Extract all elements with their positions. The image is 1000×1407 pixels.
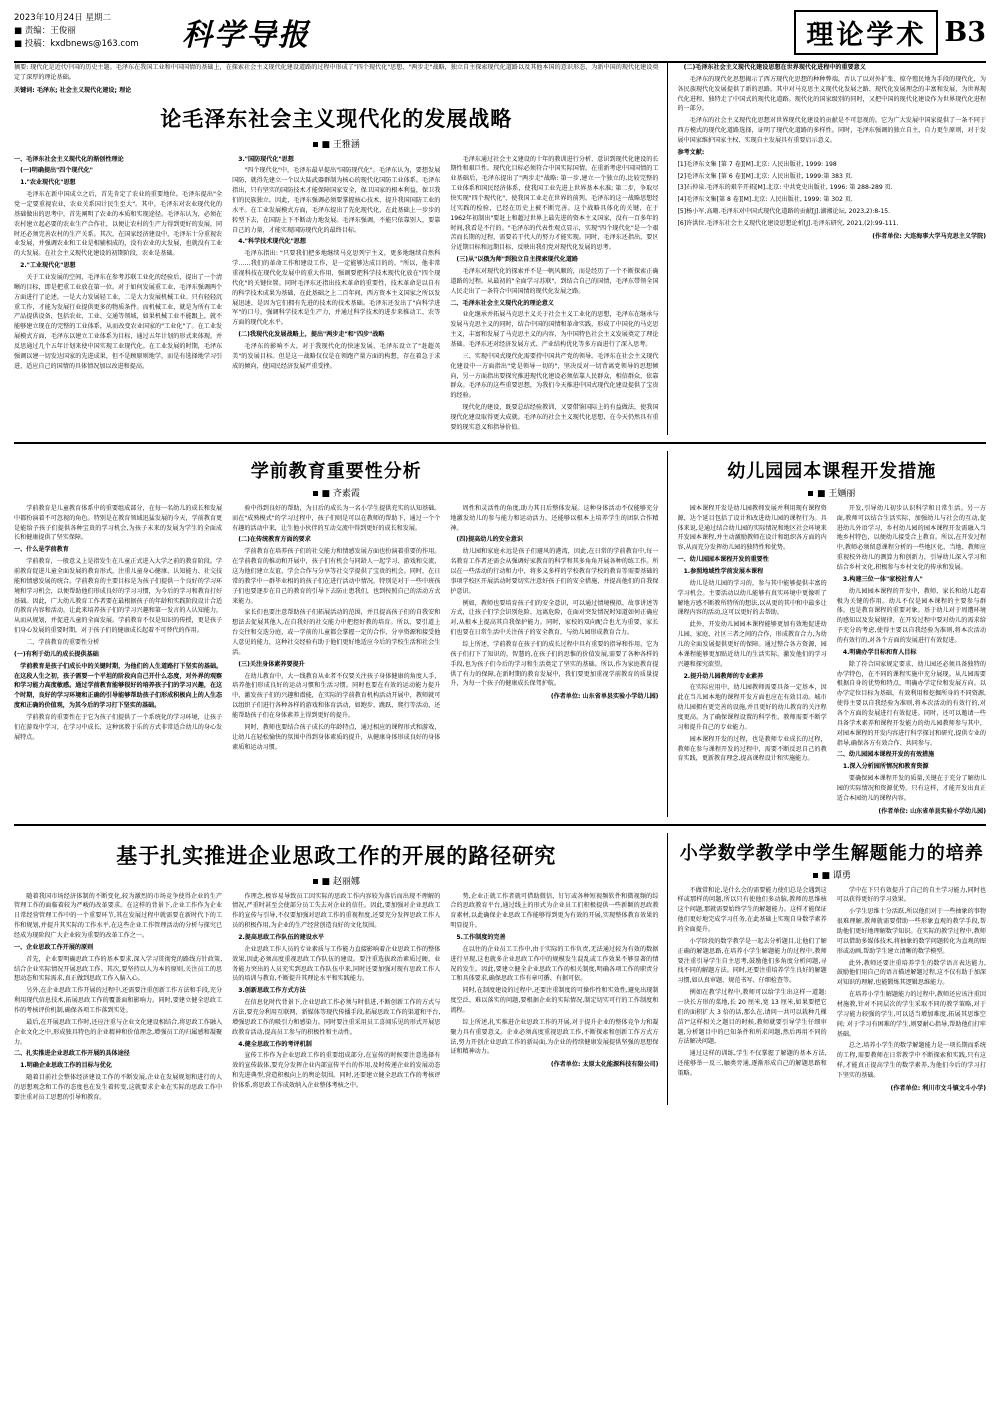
paragraph: (二)在传统教育方面的要求 (238, 536, 311, 544)
reference-item: [2]毛泽东文集 [第 6 卷][M].北京: 人民出版社, 1999:第 383 页. (677, 172, 853, 180)
article-2-col-3 (450, 504, 658, 755)
editor-line: ■ 责编：王俊丽 (14, 26, 76, 37)
byline-marker-icon (313, 491, 318, 496)
paragraph: 同时，教师也要结合孩子成长的年龄特点，通过相应的课程形式和游戏，让幼儿在轻松愉快的氛围中得到身体素质的提升，从健康身体形成良好的身体素质和运动习惯。 (232, 723, 441, 751)
paragraph: 毛泽东的社会主义现代化思想对世界现代化建设的贡献是不可忽视的。它为广大发展中国家提供了一条不同于西方模式的现代化道路选择，证明了现代化道路的多样性。同时，毛泽东强调的独立自主、自力更生原则，对于发展中国家维护国家主权、实现自主发展具有重要启示意义。 (677, 117, 986, 145)
article-1-col-3 (450, 155, 658, 435)
paragraph: 一、毛泽东社会主义现代化的渐创性理论 (14, 155, 124, 163)
paragraph: 小学阶段的数学教学是一起去分析题目,让他们了解正确的解题思路,在培养小学生解题能力的过程中,教师要注重引导学生自主思考,鼓励他们多角度分析问题,寻找不同的解题方法。同时,还要注重培养学生良好的解题习惯,如认真审题、规范书写、仔细检查等。 (677, 937, 827, 985)
paragraph: 一、幼儿园园本课程开发的重要性 (677, 556, 769, 564)
paragraph: 学前教育是儿童教育体系中的重要组成部分，在每一名幼儿的成长和发展中都扮演着不可忽视的角色。特别是在教育领域迅猛发展的今天，学前教育更是能给予孩子们提供各种宝贵的学习机会,为孩子未来的发展为学生的全面成长和健康提供了坚实保障。 (14, 504, 223, 542)
reference-item: [6]许洪位.毛泽东社会主义现代化建设思想论析[J].毛泽东研究, 2021,(2):99-111. (677, 220, 899, 228)
article-1-author: ■ 王雅涵 (321, 139, 360, 150)
paragraph: 二、学前教育的重要性分析 (26, 638, 100, 646)
article-3-col-1 (677, 504, 826, 817)
article-3-byline (677, 486, 986, 499)
article-2-col-2 (232, 504, 440, 755)
paragraph: (二)我现代化发展战略上，提出"两步走"和"四步"战略 (238, 331, 385, 339)
paragraph: 毛泽东指出: "只要我们把多地继续马克思列宁主义，更多地继续自然科学……我们的革命工作和建设工作，是一定能够达成目的的。"所以，他非常重视科技在现代化发展中的重大作用，强调要把科学技术现代化放在"四个现代化"的关键位置。同时毛泽东还指出技术革命的重要性，技术革命是以自有的科学技术成果为基础，在此基础之上二百年间，西方资本主义国家之所以发展迅速，是因为它们拥有先进的技术的技术基础。毛泽东还发出了"向科学进军"的口号，强调科学技术是生产力，并通过科学技术的进步来推动工、农等方面的现代化水平。 (232, 250, 441, 327)
paragraph: 此外，开发幼儿园园本课程能够更加有效地促进幼儿园、家庭、社区三者之间的合作，形成教育合力,为幼儿的全面发展提供更好的保障。通过整合各方资源，园本课程能够更加贴近幼儿的生活实际，激发他们的学习兴趣和探究欲望。 (677, 621, 827, 668)
paragraph: 一、企业思政工作开展的原则 (14, 943, 94, 951)
article-3-col-2 (837, 504, 986, 817)
paragraph: 1."农业现代化"思想 (20, 179, 76, 187)
article-4-title: 基于扎实推进企业思政工作的开展的路径研究 (116, 842, 557, 868)
paragraph: 随着目前社会整体经济建设工作的不断发展,企业在发展规划和进行的人的思想观念和工作的态度也在发生着转变,这就要求企业在实际的思政工作中要注重对员工思想的引导和教育。 (14, 1074, 223, 1101)
article-3-author: ■ 王婳丽 (817, 488, 856, 499)
paragraph: 一、什么是学前教育 (14, 546, 69, 554)
reference-item: [3]石仲泉.毛泽东的艰辛开拓[M].北京: 中共党史出版社, 1996: 第 288-289 页. (677, 184, 893, 192)
paragraph: 除了符合国家规定要求，幼儿园还必须具备独特的办学特色，在不同的课程实施中充分展现。从儿园需要根据自身的优势和特点，明确办学定位和发展方向。以办学定位目标为基础，有效利用和挖掘所身的不同资源,使得主要以自我经验为准则,将本次活动的有效行的,对各个方面的发展进行有效促进。同时，还可以邀请一些具备学术素养和课程开发能力的幼儿园教师参与其中，对园本课程的开发内容进行科学探讨和研究,提供专业的指导,确保各方有效合作、共同参与。 (836, 660, 986, 747)
paragraph: 2."工业现代化"思想 (20, 262, 76, 270)
article-4-col-1 (14, 892, 222, 1105)
article-5-col-1 (677, 886, 826, 1094)
paragraph: 3.创新思政工作方式方法 (238, 987, 306, 995)
paragraph: 此外,教师还要注重培养学生的数学语言表达能力,鼓励他们用自己的语言描述解题过程,这不仅有助于加深对知识的理解,也能锻炼其逻辑思维能力。 (836, 959, 986, 987)
paragraph: (一)有利于幼儿的成长提供基础 (14, 650, 99, 658)
article-3-affiliation: (作者单位: 山东省单县实验小学幼儿园) (878, 807, 986, 815)
article-1-columns (14, 155, 658, 435)
masthead-meta (14, 10, 164, 52)
paragraph: 4."科学技术现代化"思想 (238, 238, 306, 246)
paragraph: 4.明确办学目标和育人目标 (842, 648, 917, 656)
paragraph: 幼儿园和家庭永远是孩子们避风的港湾，因此,在日常的学前教育中,每一名教育工作者还需会从强调好家教育的科学和其多角角开展各种的练工作。所以在一些活动的行动和力中，将多义多样的学校教育学校的教育等需要基础的事项学校区开展活动时要切实注意好孩子们的安全措施，并提高他们的自我保护意识。 (450, 548, 659, 595)
paragraph: 5.工作制度的完善 (456, 934, 506, 941)
paragraph: 企业思政工作人员的专业素质与工作能力直接影响着企业思政工作的整体效果,因此必须高度重视思政工作队伍的建设。要注重选拔政治素质过硬、业务能力突出的人员充实到思政工作队伍中来,同时还要加强对现有思政工作人员的培训与教育,不断提升其理论水平和实践能力。 (232, 945, 441, 983)
paragraph: 毛泽东在新中国成立之后，首先肯定了农业的重要地位。毛泽东提出"全党一定要重视农业，农业关系国计民生至大"。其中，毛泽东对农业现代化的基础做出的思考中，首先阐明了农业的本质和实现途径。毛泽东认为，必须在农村建立起必要的农业生产合作社，以便让农村的生产力得到更好的发展，同时还必须完善农村的生产关系。其次，在国家经济建设中，毛泽东十分重视农业发展，并强调农业和工业是相辅相成的，没有农业的大发展，也就没有工业的大发展。在社会主义现代化建设的初期阶段，农业是基础。 (14, 191, 223, 258)
paragraph: 在实际应用中，幼儿园教师需要具备一定基本，因此在当儿园本地的课程开发方面也应在有效目动。城市幼儿园拥有更完善的设施,并且更好的幼儿教育的关注程度更高。为了确保课程设置的科学性，教师需要不断学习和提升自己的专业能力。 (677, 684, 827, 731)
paragraph: 例如在教学过程中,教师可以给学生出这样一道题: 一块长方形的菜地,长 20 厘米,宽 13 厘米,如果要把它们的面积扩大 3 倍的话,那么在,请问一共可以栽种几棵苗?"这样相关之题目的时候,教师就要引导学生仔细审题,分析题目中的已知条件和所求问题,然后再用不同的方法解决问题。 (677, 989, 827, 1046)
article-4-col-3 (450, 892, 658, 1105)
paragraph: (一)明确提出"四个现代化" (20, 167, 93, 175)
paragraph: 毛泽东通过社会主义建设的十年的教训进行分析，意识到现代化建设的长期性和艰巨性。现代化目标必须符合中国实际国情。在重新考虑中国国情的工业基础后，毛泽东提出了"两步走"战略: 第一步,建立一个独立的,比较完整的工业体系和国民经济体系，使我国工业先进上世界基本水准; 第二步，争取尽快实现"四个现代化"，使我国工业走在世界的前列。毛泽东的这一战略思想经过实践的检验，已经在历史上被不断完善。这个战略具体化的关键，在于1962年初制出"要赶上和超过世界上最先进的资本主义国家，没有一百多年的时间,我看是不行的。"毛泽东的代表性观点显示，实现"四个现代化"是一个艰苦而长期的过程，需要若干代人的努力才能实现。同时，毛泽东还指出，要区分近期目标和远期目标，反映出我们党对现代化发展的思考。 (450, 155, 659, 252)
paragraph: 学前教育，一般意义上是指发生在儿童正式进入大学之前的教育阶段。学前教育促进儿童全面发展的教育形式，注重儿童身心健康、认知能力、社交技能和情感发展的统合。学前教育的主要目标是为孩子们提供一个良好的学习环境和学习机会，以便帮助他们形成良好的学习习惯，为今后的学习和教育打好基础。因此，广大幼儿教育工作者要在最根据孩子的年龄和实践阶段设计合适的教育内容和活动，让此来培养孩子们的学习兴趣和第一发言的人认知能力，从而从规划，并促进儿童的全面发展。学前教育不仅是知识的传授，更是孩子们身心发展的重要时期，对于孩子们的健康成长起着不可替代的作用。 (14, 558, 223, 635)
article-5-byline (677, 868, 986, 881)
article-2-byline (14, 486, 658, 499)
article-4-wrap (14, 833, 667, 1105)
paragraph: 宣传工作作为企业思政工作的重要组成部分,在宣传的时候要注意选择有效的宣传载体,要充分发挥企业内部宣传平台的作用,及时传递企业的发展动态和先进典型,营造积极向上的舆论氛围。同时,还要建立健全思政工作的考核评价体系,将思政工作成效纳入企业整体考核之中。 (232, 1052, 441, 1090)
middle-area (14, 451, 986, 817)
section-title: 理论学术 (794, 10, 938, 55)
article-4-columns (14, 892, 658, 1105)
paragraph: 毛泽东对现代化的探索并不是一帆风顺的，而是经历了一个不断探索正确道路的过程。从最初的"全面学习苏联"，到结合自己的国情，毛泽东带领全国人民走出了一条符合中国国情的现代化发展之路。 (450, 268, 659, 295)
paragraph: 验中得到良好的帮助，为日后的成长为一名小学生提供充实的认知基础。而在"成熟模式"的学习过程中，孩子们则是可以在教师的帮助下，通过一个个有趣的活动中来，让生他小伙伴的互动交流中得到更好的成长和发展。 (232, 504, 441, 532)
paragraph: 要确保园本课程开发的质量,关键在于充分了解幼儿园的实际情况和资源优势。只有这样，才能开发出真正适合本园幼儿的课程内容。 (836, 775, 986, 802)
paragraph: 学前教育在培养孩子们的社交能力和情感发展方面也扮演着重要的作用。在学前教育的推动和开展中，孩子们有机会与同龄人一起学习、游戏和交流，这为他们建立友谊、学会合作与分享等社交学提供了宝贵的机会。同时，在日常的教学中一群毕业相的的孩子们在进行活动中情况，特别是对于一些中班孩子们也要逐步在自己的教育的引导下去防止患我们，也到按照自己的活动方式来能力。 (232, 548, 441, 605)
paragraph: (四)提高幼儿的安全意识 (456, 536, 523, 544)
paragraph: 幼儿园园本课程的开发中，教师、家长和幼儿起着极为关键的作用。幼儿不仅是园本课程的主要参与群体，也是教育课程的重要对象。基于幼儿对于周遭环境的感知以及发展规律，在开发过程中要对幼儿的需求给予充分的考虑,使得主要以自我经验为准则,将本次活动的有效行的,对各个方面的发展进行有效促进。 (836, 587, 986, 644)
paragraph: 在培养小学生解题能力的过程中,教师还应该注重因材施教,针对不同层次的学生采取不同的教学策略,对于学习能力较强的学生,可以适当增加难度,拓展其思维空间; 对于学习有困难的学生,则要耐心指导,帮助他们打牢基础。 (836, 991, 986, 1038)
publication-logo: 科学导报 (182, 18, 310, 53)
article-1-title: 论毛泽东社会主义现代化的发展战略 (160, 105, 513, 131)
article-4-author: ■ 赵丽娜 (321, 876, 360, 887)
paragraph: 综上所述，学前教育在孩子们的成长过程中具有重要的指导和作用，它为孩子们打下了知识的，智慧的,在孩子们的思惟的价值发展,需要了各种各样的手段,也为孩子们今后的学习和生活奠定了坚实的基础。所以,作为家庭教育提供了有力的保障,在新时期的教育发展中，我们要更加重视学前教育的质量提升，为每一个孩子的健康成长保驾护航。 (450, 640, 659, 688)
paragraph: 业化继承并拓展马克思主义关于社会主义工业化的思想，毛泽东在继承与发展马克思主义的同时，结合中国的国情和革命实践，形成了中国化的马克思主义，丰富和发展了马克思主义的内容，为中国特色社会主义发展奠定了理论基础。毛泽东还对经济发展方式、产业结构优化等多方面进行了深入思考。 (450, 311, 659, 349)
paragraph: (三)关注身体素养要提升 (238, 660, 305, 668)
paragraph: 不做常和论,是什么会的需要能力使们总是会遇到这样或那样的问题,所以只有使他们多动脑,教师的思维核这个问题,那就需要始终学生的解题能力。这样才能保证他们更好地完成学习任务,在此基础上实现自身数学素养的全面提升。 (677, 886, 827, 933)
paragraph: 学前教育是孩子们成长中的关键时期，为他们的人生道路打下坚实的基础。在这段人生之初，孩子需要一个平坦的阶段向自己开什么态度，对外界的观察和学习能力高度敏感。通过学前教育能够很好的培养孩子们的学习兴趣，在这个时期，良好的学习环境和正确的引导能够帮助孩子们形成积极向上的人生态度和正确的价值观，为其今后的学习打下坚实的基础。 (14, 662, 223, 710)
paragraph: (二)毛泽东社会主义现代化建设思想在世界现代化进程中的重要意义 (683, 64, 866, 71)
paragraph: 首先，企业要明确思政工作的基本要求,深入学习贯彻党的路线方针政策,结合企业实际情况开展思政工作。其次,要坚持以人为本的原则,关注员工的思想动态和实际需求,真正做到思政工作入脑入心。 (14, 955, 223, 983)
article-1-right (667, 63, 986, 435)
reference-item: [4]毛泽东文集[第 8 卷][M].北京: 人民出版社, 1999: 第 302 页. (677, 196, 853, 204)
masthead-logo-wrap (164, 10, 794, 54)
paragraph: 关于工业发展的空间，毛泽东在参考苏联工业化的经验后，提出了一个清晰的目标，即是把重工业放在第一位。对于如何发展重工业，毛泽东强调两个方面进行了论述，一是大力发展轻工业，二是大力发展机械工业。只有轻轻沉重工作，才能为发展行业提供更多的物质条件。而机械工业，就是为所有工业产品提供设备，包括农业、工业、交通等领域，如果机械工业不能跟上，就不能够建立现在的完整的工业体系，从而改变农业国家的"工业化"了。在工业发展模式方面，毛泽东以建立工业体系为目标，通过五年计划的形式来体现。并反思通过几个五年计划来使中国实现工业现代化。在工业发展的时期，毛泽东强调以建一切发达国家的先进成果，但不是顾原则地学，而是有选择地学习引进，适应自己的国情的具体情况加以改进和提高。 (14, 274, 223, 370)
article-5-author: ■ 谭勇 (821, 870, 851, 881)
article-1-byline (14, 137, 658, 150)
submission-email: ■ 投稿：kxdbnews@163.com (14, 39, 139, 50)
paragraph: 学中在下只有效提升了自己的自主学习能力,同时也可以获得更好的学习效果。 (836, 886, 986, 904)
paragraph: 总之,培养小学生的数学解题能力是一项长期而系统的工程,需要教师在日常教学中不断探索和实践,只有这样,才能真正提高学生的数学素养,为他们今后的学习打下坚实的基础。 (836, 1042, 986, 1080)
article-1-keywords: 关键词: 毛泽东; 社会主义现代化建设; 理论 (14, 86, 132, 94)
article-3-wrap (667, 451, 986, 817)
article-5-affiliation: (作者单位: 利川市文斗镇文斗小学) (890, 1084, 986, 1092)
byline-marker-icon (808, 491, 813, 496)
article-2-title: 学前教育重要性分析 (250, 460, 422, 482)
paragraph: (三)从"以俄为师"到独立自主探索现代化道路 (456, 256, 579, 264)
article-5-columns (677, 886, 986, 1094)
paragraph: 家长们也要注意帮助孩子们拓展活动的范围，并且提高孩子们的自我安和想法去促展其他人,在自我好的社交能力中把控好教的培育。所以，要引道上台交往和交迭分庭，或一学前的儿童都会掌握一定的合作、分享资源和接受他人意见的能力，这种社交经验有助于他们更好地适应今后的学校生活和社会生活。 (232, 609, 441, 656)
paragraph: 学前教育的重要性在于它为孩子们提供了一个系统化的学习环境，让孩子们在游戏中学习，在学习中成长，这种寓教于乐的方式非常适合幼儿的身心发展特点。 (14, 713, 223, 741)
paragraph: 4.健全思政工作的考评机制 (238, 1040, 312, 1048)
byline-marker-icon (313, 879, 318, 884)
article-5-col-2 (837, 886, 986, 1094)
publication-date: 2023年10月24日 星期二 (14, 13, 111, 23)
paragraph: 三、实现中国式现代化需要持中国共产党的领导。毛泽东在社会主义现代化建设中一方面指出"党是领导一切的"，坚决反对一切背离党领导的思想倾向，另一方面指出要探究推进现代化建设必须依靠人民群众，相信群众，依靠群众。毛泽东的这些重要思想，为我们今天推进中国式现代化建设提供了宝贵的经验。 (450, 352, 659, 400)
article-2-wrap (14, 451, 667, 817)
paragraph: 势,企业正就工作者就可借助微信、钉钉或各种短视频软件和微视频的综合的思政教育平台,通过线上的形式为企业员工们积极提供一些新颖的思政教育素材,以此确保企业思政工作能够得到更为有效的开展,实现整体教育效果的明显提升。 (450, 892, 659, 930)
paragraph: 园本课程开发的过程，也是教师专业成长的过程，教师在参与课程开发的过程中，需要不断反思自己的教育实践，更新教育理念,提高课程设计和实施能力。 (677, 735, 827, 763)
article-1-col-4 (677, 63, 986, 242)
paragraph: 综上所述,扎实推进企业思政工作的开展,对于提升企业的整体竞争力和凝聚力具有重要意义。企业必须高度重视思政工作,不断探索和创新工作方式方法,努力开创企业思政工作的新局面,为企业的持续健康发展提供坚强的思想保证和精神动力。 (450, 1018, 659, 1056)
paragraph: 2.提升幼儿园教师的专业素养 (683, 672, 764, 680)
article-1-col-1 (14, 155, 222, 435)
article-1-abstract: 摘要: 现代化是近代中国的历史主题。毛泽东在我国工业和中国国情的基础上，在探索社会主义现代化建设道路的过程中形成了"四个现代化"思想、"两步走"战略，独立自主探索现代化道路以及其他本国的意识形态，为新中国的现代化建设奠定了深厚的理论基础。 (14, 64, 659, 81)
section-divider-2 (14, 824, 986, 826)
article-1-col-2 (232, 155, 440, 435)
paragraph: 二、幼儿园园本课程开发的有效措施 (836, 751, 935, 759)
paragraph: 3."国防现代化"思想 (238, 155, 294, 163)
article-4-col-2 (232, 892, 440, 1105)
paragraph: 开发,引导幼儿初步认识科学和日常生活。另一方面,教师可以结合生活实际，加强幼儿与社会的互动,促进幼儿外语学习，乡村幼儿园的园本课程开发需融入当地乡村特色，以便幼儿接受合上教育。所以,在开发过程中,教师必须留意课程分析的一些地区化、当地、教师应重视校外幼儿的测算力和创新力，引导幼儿深入学习和结合乡村文化,积极参与乡村文化的传承和发展。 (836, 504, 986, 571)
masthead (14, 10, 986, 63)
paragraph: 同时,在制度建设的过程中,还要注重制度的可操作性和实效性,避免出现制度空泛、难以落实的问题,要根据企业的实际情况,制定切实可行的工作制度和流程。 (450, 987, 659, 1015)
page-number: B3 (944, 17, 986, 48)
article-3-columns (677, 504, 986, 817)
paragraph: 毛泽东的现代化思想揭示了西方现代化思想的种种弊端，否认了以对外扩张、掠夺殖民地为手段的现代化，为各民族现代化发展提供了新的思路。其中对马克思主义现代化发展之路、现代化发展理念的丰富和发展，为世界现代化进程，独特走了中国式的现代化道路。现代化的国家级别的同时，又把中国的现代化建设作为世界现代化进程的一部分。 (677, 75, 986, 113)
top-area (14, 63, 986, 435)
paragraph: 3.构建三位一体"家校社育人" (842, 575, 923, 583)
paragraph: 1.明确企业思政工作的目标与优化 (20, 1062, 112, 1070)
paragraph: 在幼儿教育中，大一线教育从业者不仅要关注孩子身体健康的角度人手，培养他们形成良好的运动习惯和生活习惯。同时也要在有效的运动能力提升中，激发孩子们的兴趣和潜能，在实际的学前教育机构活动开展中，教师就可以组织子们进行各种各样的游戏和体育活动，如跑步、跳跃、爬行等活动，还能帮助孩子们在身体素养上得到更好的提升。 (232, 672, 441, 719)
article-4-affiliation: (作者单位: 太原太化能源科技有限公司) (550, 1061, 659, 1069)
paragraph: 在以往的企业员工工作中,由于实际的工作负责,无法通过较为有效的数据进行呈现,这也就多企业思政工作中的规模发生混乱或工作效果不够显著的情况的发生。因此,要建立健全企业思政工作的相关制度,明确各项工作的职责分工和具体要求,确保思政工作有章可循、有据可依。 (450, 945, 659, 983)
article-2-col-1 (14, 504, 222, 755)
article-1-left (14, 63, 667, 435)
byline-marker-icon (313, 142, 318, 147)
article-5-wrap (667, 833, 986, 1105)
byline-marker-icon (813, 873, 818, 878)
paragraph: 园本课程开发是幼儿园教师发展并利用现有课程资源，达个延目包括了设计和改进幼儿园的课程行为。具体来说,是通过结合幼儿园的实际情况和地区社会环境来开发园本课程,并主动激励教师在设计和组织各方面的内容,从而充分发挥幼儿园的独特性和优势。 (677, 504, 827, 552)
bottom-area (14, 833, 986, 1105)
article-3-title: 幼儿园园本课程开发措施 (727, 460, 937, 482)
article-2-author: ■ 齐素霞 (321, 488, 360, 499)
references-heading: 参考文献: (677, 148, 705, 156)
paragraph: 另外,在企业思政工作开展的过程中,还需要注重创新工作方法和手段,充分利用现代信息技术,拓展思政工作的覆盖面和影响力。同时,要建立健全思政工作的考核评价机制,确保各项工作落到实处。 (14, 987, 223, 1015)
article-4-byline (14, 874, 658, 887)
article-2-columns (14, 504, 658, 755)
paragraph: 二、扎实推进企业思政工作开展的具体途径 (14, 1050, 130, 1058)
paragraph: 周性和灵活性的角度,助力其日后整体发展。这种身体活动不仅能够充分地激发幼儿的参与能力和运动活力，还能够以根本上培养学生的团队合作精神。 (450, 504, 659, 532)
paragraph: 作理念,极容易导致员工因实际的思政工作内容较为落后而出现不理解的情况,严重时甚至会使部分员工失去对企业的信任。因此,要加强对企业思政工作的宣传与引导,不仅要加强对思政工作的重视程度,还要充分发挥思政工作人员的积极作用,为企业的生产经营创造良好的文化氛围。 (232, 892, 441, 930)
paragraph: 例如，教师也要培育孩子们的安全意识，可以通过情境模拟、故事讲述等方式，让孩子们学会识别危险、远离危险，在面对突发情况时知道如何正确应对,从根本上提高其自我保护能力。同时，家校的双向配合也尤为重要，家长们也要在日常生活中关注孩子的安全教育，与幼儿园形成教育合力。 (450, 599, 659, 637)
paragraph: 通过这样的训练,学生不仅掌握了解题的基本方法,还能够举一反三,触类旁通,逐渐形成自己的解题思路和策略。 (677, 1050, 827, 1078)
paragraph: 2.提高思政工作队伍的建设水平 (238, 934, 325, 941)
paragraph: 随着我国市场经济体制的不断变化,较为激烈的市场竞争使得企业的生产管理工作的面临着较为严峻的改革要求。在这样的背景下,企业工作作为企业日常经营管理工作中的一个重要环节,其在发展过程中就需要在新时代下的工作和规划,并提升其实际的工作水平,在这些企业工作管理活动的分析与探究已经成为现阶段广大企业较为重要的改革工作之一。 (14, 892, 223, 939)
paragraph: 二、毛泽东社会主义现代化的理论意义 (450, 299, 554, 307)
paragraph: 1.参照地域性学前发展本课程 (683, 567, 764, 575)
paragraph: "四个现代化"中，毛泽东最早提出"国防现代化"。毛泽东认为，要想发展国防，就得先建立一个以大陆武器群制为核心的现代化国防工业体系。毛泽东指出，只有坚实的国防技术才能保障国家安全，保卫国家的根本利益，保卫我们的民族独立。因此，毛泽东强调必须要掌握核心技术，提升我国国防工业的水平。在工业发展模式方面，毛泽东提出了先化现代化，在此基础上一步步的转型下去，在国防上下不断动力地发展。毛泽东强调，不能只依靠别人，要靠自己的力量，才能实现国防现代化的最终目标。 (232, 167, 441, 234)
paragraph: 最后,在开展思政工作时,还应注重与企业文化建设相结合,将思政工作融入企业文化之中,形成独具特色的企业精神和价值理念,增强员工的归属感和凝聚力。 (14, 1018, 223, 1046)
paragraph: 小学生思维十分活跃,所以他们对于一些抽象的事物很难理解,教师就需要借助一些形象直观的教学手段,帮助他们更好地理解数学知识。在实际的教学过程中,教师可以借助多媒体技术,将抽象的数学问题转化为直观的图形或动画,帮助学生建立清晰的数学模型。 (836, 908, 986, 955)
paragraph: 1.深入分析园所情况和教育资源 (842, 763, 929, 771)
paragraph: 毛泽东的影响不大，对于我现代化的快速发展，毛泽东设立了"赶超英美"的发展目标。但是这一战略仅仅是在领跑产量方面的构想，存在着急于求成的倾向，使国民经济发展严重受挫。 (232, 343, 441, 370)
article-1-affiliation: (作者单位: 大连海事大学马克思主义学院) (872, 232, 986, 240)
article-5-title: 小学数学教学中学生解题能力的培养 (679, 842, 984, 864)
reference-item: [5]杨小军,高珊.毛泽东对中国式现代化道路的贡献[J].湖湘论坛, 2023,2):8-15. (677, 208, 891, 216)
paragraph: 幼儿是幼儿园的学习的，参与其中能够提供丰富的学习机会。主要活动以幼儿能够有真实环境中更像听了解地方感不断教所特所的想法,以从更的其中和中最多让课程内容的活动,这可以更好的去帮助。 (677, 579, 827, 617)
masthead-section-wrap (794, 10, 986, 55)
reference-item: [1]毛泽东文集 [第 7 卷][M].北京: 人民出版社, 1999: 198 (677, 160, 837, 168)
paragraph: 在信息化时代背景下,企业思政工作必须与时俱进,不断创新工作的方式与方法,要充分利用互联网、新媒体等现代传播手段,拓展思政工作的渠道和平台,增强思政工作的吸引力和感染力。同时要注重采用员工喜闻乐见的形式开展思政教育活动,提高员工参与的积极性和主动性。 (232, 999, 441, 1036)
paragraph: 现代化的建设，既要总结经验教训，又要借鉴国际上的有益做法，使我国现代化建设取得更大成就。毛泽东的社会主义现代化思想，在今天仍然具有重要的现实意义和指导价值。 (450, 404, 659, 431)
section-divider (14, 442, 986, 444)
article-2-affiliation: (作者单位: 山东省单县实验小学幼儿园) (550, 693, 659, 701)
